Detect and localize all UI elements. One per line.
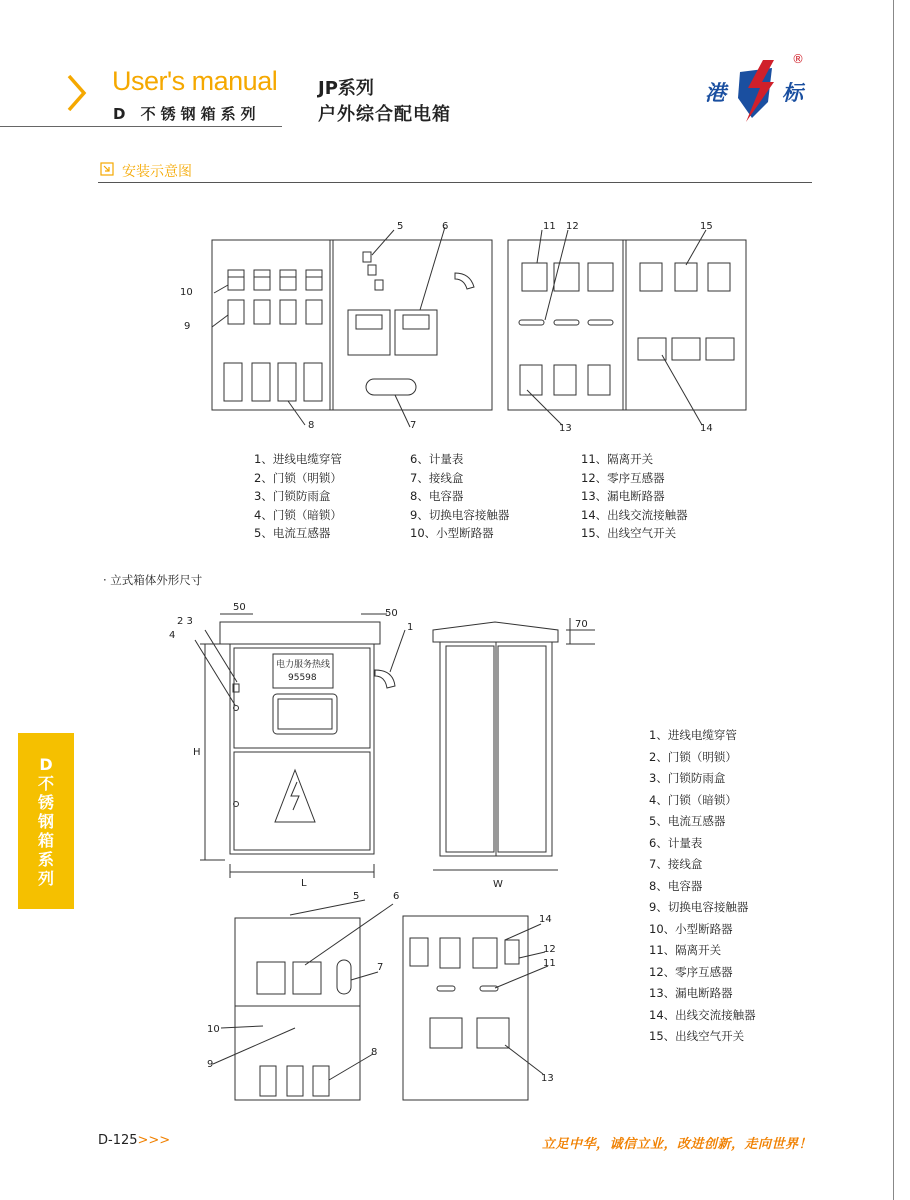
callout-10: 10 bbox=[207, 1024, 220, 1035]
legend-item: 7、接线盒 bbox=[410, 470, 464, 485]
callout-5: 5 bbox=[397, 221, 404, 232]
section-rule bbox=[98, 182, 812, 183]
legend-item: 3、门锁防雨盒 bbox=[254, 489, 331, 503]
series-side-tab bbox=[18, 733, 74, 909]
legend-item: 2、门锁（明锁） bbox=[254, 470, 342, 485]
section-title: 安装示意图 bbox=[122, 164, 192, 180]
legend-item: 13、漏电断路器 bbox=[649, 986, 733, 1000]
legend-item: 11、隔离开关 bbox=[581, 452, 654, 466]
callout-10: 10 bbox=[180, 287, 193, 298]
hotline-number: 95598 bbox=[288, 673, 317, 683]
callout-7: 7 bbox=[377, 962, 384, 973]
legend-col-2 bbox=[410, 450, 509, 543]
header-rule bbox=[0, 126, 282, 127]
legend-item: 4、门锁（暗锁） bbox=[254, 507, 342, 522]
legend-col-1 bbox=[254, 450, 342, 543]
header-chevron-icon bbox=[66, 73, 88, 113]
page-number bbox=[98, 1133, 170, 1148]
registered-mark: ® bbox=[792, 52, 804, 66]
legend-item: 3、门锁防雨盒 bbox=[649, 771, 726, 785]
label-4: 4 bbox=[169, 630, 176, 641]
dim-50-left: 50 bbox=[233, 602, 246, 613]
label-L: L bbox=[301, 878, 307, 889]
label-2-3: 2 3 bbox=[177, 616, 193, 627]
dim-70: 70 bbox=[575, 619, 588, 630]
legend-bottom bbox=[649, 725, 756, 1048]
callout-11: 11 bbox=[543, 958, 556, 969]
subsection-title: · 立式箱体外形尺寸 bbox=[103, 573, 203, 587]
callout-6: 6 bbox=[442, 221, 449, 232]
callout-8: 8 bbox=[308, 420, 315, 431]
label-1: 1 bbox=[407, 622, 414, 633]
legend-item: 1、进线电缆穿管 bbox=[649, 728, 737, 742]
legend-col-3 bbox=[581, 450, 688, 543]
callout-9: 9 bbox=[207, 1059, 214, 1070]
callout-5: 5 bbox=[353, 891, 360, 902]
breaker-row bbox=[228, 270, 322, 290]
legend-item: 9、切换电容接触器 bbox=[649, 900, 749, 914]
legend-item: 8、电容器 bbox=[649, 878, 703, 893]
tab-char: 钢 bbox=[37, 812, 54, 831]
page-arrows-icon: >>> bbox=[137, 1133, 171, 1148]
legend-item: 12、零序互感器 bbox=[581, 470, 665, 485]
label-H: H bbox=[193, 747, 201, 758]
callout-11: 11 bbox=[543, 221, 556, 232]
legend-item: 6、计量表 bbox=[649, 835, 703, 850]
tab-char: 系 bbox=[37, 850, 54, 869]
hotline-text: 电力服务热线 bbox=[276, 660, 331, 670]
legend-item: 15、出线空气开关 bbox=[581, 526, 677, 540]
logo-text-right: 标 bbox=[782, 81, 803, 105]
legend-item: 15、出线空气开关 bbox=[649, 1029, 745, 1043]
label-W: W bbox=[493, 879, 503, 890]
installation-diagram bbox=[170, 215, 790, 435]
legend-item: 1、进线电缆穿管 bbox=[254, 452, 342, 466]
product-name: 户外综合配电箱 bbox=[318, 104, 451, 125]
footer-slogan: 立足中华，诚信立业，改进创新，走向世界！ bbox=[542, 1137, 813, 1152]
tab-char: 锈 bbox=[37, 793, 54, 812]
callout-12: 12 bbox=[543, 944, 556, 955]
section-arrow-icon bbox=[100, 162, 114, 176]
callout-13: 13 bbox=[559, 423, 572, 434]
legend-item: 4、门锁（暗锁） bbox=[649, 792, 737, 807]
legend-item: 10、小型断路器 bbox=[649, 921, 733, 936]
legend-item: 5、电流互感器 bbox=[649, 814, 726, 828]
page-edge-rule bbox=[893, 0, 894, 1200]
callout-9: 9 bbox=[184, 321, 191, 332]
brand-logo bbox=[700, 52, 815, 127]
legend-item: 9、切换电容接触器 bbox=[410, 507, 510, 522]
callout-6: 6 bbox=[393, 891, 400, 902]
legend-item: 6、计量表 bbox=[410, 452, 464, 466]
dimension-diagram bbox=[165, 600, 610, 1110]
callout-15: 15 bbox=[700, 221, 713, 232]
callout-8: 8 bbox=[371, 1047, 378, 1058]
contactor-row bbox=[228, 300, 322, 324]
legend-item: 12、零序互感器 bbox=[649, 964, 733, 979]
manual-title: User's manual bbox=[112, 66, 278, 96]
legend-item: 11、隔离开关 bbox=[649, 943, 722, 957]
dim-50-right: 50 bbox=[385, 608, 398, 619]
series-label: D 不锈钢箱系列 bbox=[113, 105, 261, 123]
legend-item: 13、漏电断路器 bbox=[581, 489, 665, 503]
callout-14: 14 bbox=[700, 423, 713, 434]
tab-char: 箱 bbox=[37, 831, 54, 850]
legend-item: 2、门锁（明锁） bbox=[649, 749, 737, 764]
legend-item: 7、接线盒 bbox=[649, 857, 703, 871]
legend-item: 14、出线交流接触器 bbox=[649, 1007, 756, 1022]
tab-char: D bbox=[39, 755, 53, 774]
callout-7: 7 bbox=[410, 420, 417, 431]
tab-char: 列 bbox=[37, 869, 54, 888]
legend-item: 8、电容器 bbox=[410, 489, 464, 503]
product-series: JP系列 bbox=[318, 78, 374, 99]
callout-12: 12 bbox=[566, 221, 579, 232]
logo-text-left: 港 bbox=[705, 81, 726, 105]
legend-item: 10、小型断路器 bbox=[410, 526, 494, 540]
callout-13: 13 bbox=[541, 1073, 554, 1084]
legend-item: 14、出线交流接触器 bbox=[581, 507, 688, 522]
page-number-text: D-125 bbox=[98, 1133, 138, 1148]
legend-item: 5、电流互感器 bbox=[254, 526, 331, 540]
tab-char: 不 bbox=[37, 774, 54, 793]
callout-14: 14 bbox=[539, 914, 552, 925]
capacitor-row bbox=[224, 363, 322, 401]
